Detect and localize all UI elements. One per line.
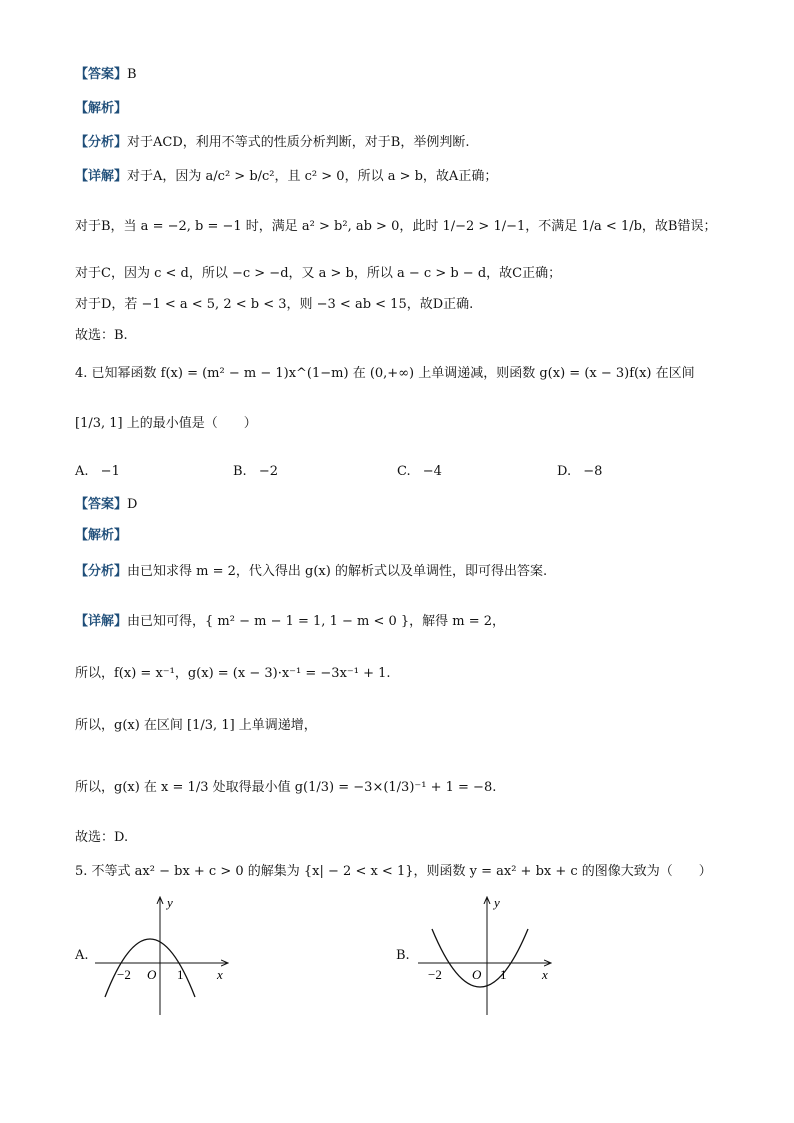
origin-label: O: [147, 967, 157, 982]
q4-option-a: [75, 464, 120, 479]
q3-detail-a: [75, 167, 497, 187]
q4-answer-line: [75, 495, 137, 515]
q3-choose: 故选：B.: [75, 328, 128, 343]
tick-left-label: −2: [117, 967, 131, 982]
tick-right-label: 1: [500, 967, 507, 982]
option-value: −8: [583, 464, 603, 479]
graph-label: A.: [75, 948, 89, 963]
detail-a-text: 对于A，因为 a/c² > b/c²，且 c² > 0，所以 a > b，故A正确；: [127, 169, 498, 184]
option-value: −1: [100, 464, 120, 479]
q3-detail-b: 对于B，当 a = −2, b = −1 时，满足 a² > b², ab > 0，此时 1/−2 > 1/−1，不满足 1/a < 1/b，故B错误；: [75, 219, 717, 234]
q3-detail-d: 对于D，若 −1 < a < 5, 2 < b < 3，则 −3 < ab < 15，故D正确.: [75, 297, 474, 312]
xiangjie-tag: 【详解】: [75, 169, 128, 184]
analysis-tag: 【解析】: [75, 528, 128, 543]
detail-1-text: 由已知可得，{ m² − m − 1 = 1, 1 − m < 0 }，解得 m = 2，: [127, 614, 506, 629]
option-value: −4: [422, 464, 442, 479]
origin-label: O: [472, 967, 482, 982]
q4-fenxi-line: [75, 562, 547, 582]
q3-fenxi-line: [75, 133, 469, 153]
q4-option-c: [397, 464, 442, 479]
q4-detail-1: [75, 612, 505, 632]
graph-label: B.: [396, 948, 410, 963]
q4-choose: 故选：D.: [75, 830, 129, 845]
tick-right-label: 1: [177, 967, 184, 982]
option-label: C.: [397, 464, 411, 479]
q4-detail-3: 所以，g(x) 在区间 [1/3, 1] 上单调递增，: [75, 718, 317, 733]
q4-detail-2: 所以，f(x) = x⁻¹，g(x) = (x − 3)·x⁻¹ = −3x⁻¹ + 1.: [75, 666, 391, 681]
fenxi-text: 由已知求得 m = 2，代入得出 g(x) 的解析式以及单调性，即可得出答案.: [127, 564, 548, 579]
option-label: A.: [75, 464, 89, 479]
q3-answer-line: [75, 65, 137, 85]
y-axis-label: y: [494, 895, 500, 910]
q4-option-d: [557, 464, 602, 479]
q4-option-b: [233, 464, 278, 479]
fenxi-tag: 【分析】: [75, 564, 128, 579]
q4-detail-4: 所以，g(x) 在 x = 1/3 处取得最小值 g(1/3) = −3×(1/3)⁻¹ + 1 = −8.: [75, 780, 497, 795]
answer-value: D: [127, 497, 138, 512]
analysis-tag: 【解析】: [75, 101, 128, 116]
answer-tag: 【答案】: [75, 67, 128, 82]
y-axis-label: y: [167, 895, 173, 910]
q4-stem-line1: 4. 已知幂函数 f(x) = (m² − m − 1)x^(1−m) 在 (0,+∞) 上单调递减，则函数 g(x) = (x − 3)f(x) 在区间: [75, 366, 695, 381]
option-label: D.: [557, 464, 572, 479]
x-axis-label: x: [217, 967, 223, 982]
graph-a-svg: [87, 893, 247, 1018]
q5-stem: 5. 不等式 ax² − bx + c > 0 的解集为 {x| − 2 < x < 1}，则函数 y = ax² + bx + c 的图像大致为（ ）: [75, 864, 712, 879]
option-value: −2: [258, 464, 278, 479]
q3-analysis-line: [75, 99, 127, 119]
x-axis-label: x: [542, 967, 548, 982]
fenxi-text: 对于ACD，利用不等式的性质分析判断，对于B，举例判断.: [127, 135, 470, 150]
q4-analysis-line: [75, 526, 127, 546]
xiangjie-tag: 【详解】: [75, 614, 128, 629]
graph-b-svg: [408, 893, 578, 1018]
answer-value: B: [127, 67, 137, 82]
tick-left-label: −2: [428, 967, 442, 982]
answer-tag: 【答案】: [75, 497, 128, 512]
q4-stem-line2: [1/3, 1] 上的最小值是（ ）: [75, 416, 257, 431]
option-label: B.: [233, 464, 247, 479]
q3-detail-c: 对于C，因为 c < d，所以 −c > −d，又 a > b，所以 a − c > b − d，故C正确；: [75, 266, 562, 281]
fenxi-tag: 【分析】: [75, 135, 128, 150]
